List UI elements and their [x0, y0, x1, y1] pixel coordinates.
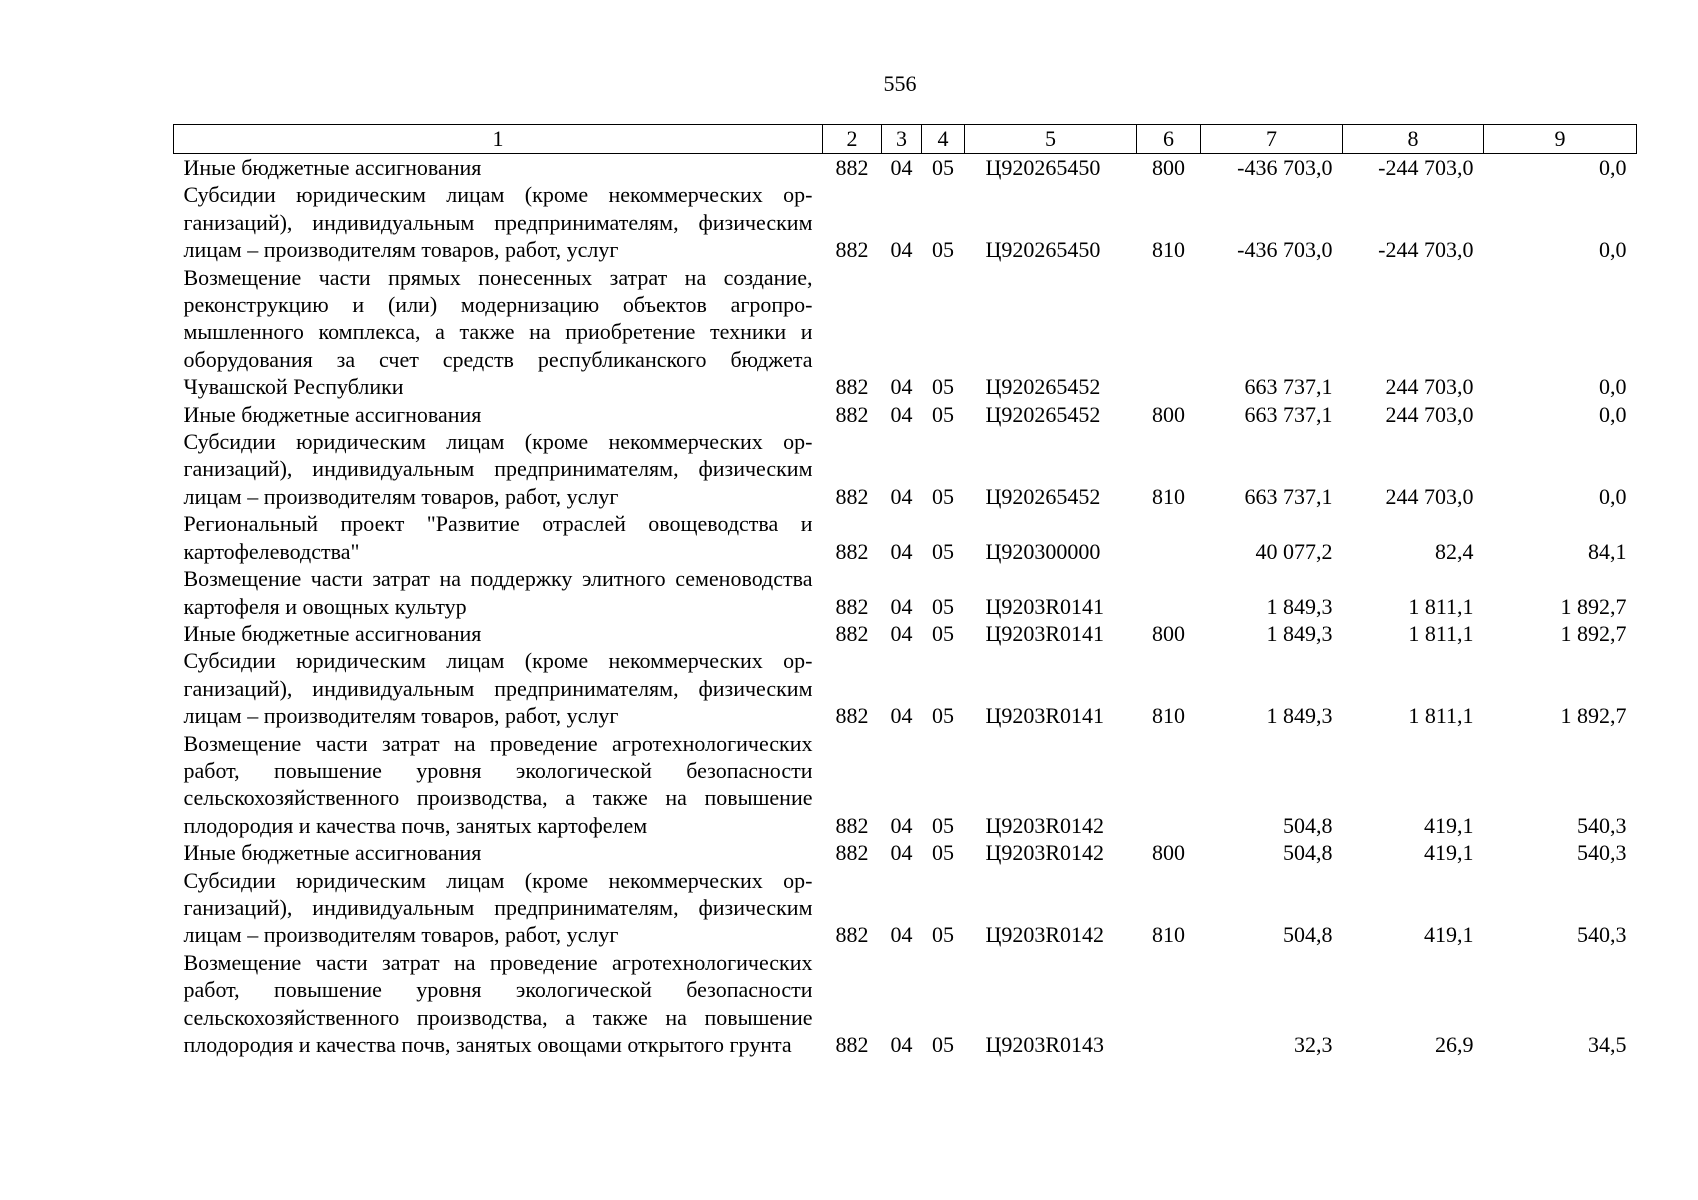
cell-col-5: Ц920265450 — [985, 155, 1101, 180]
cell-col-6: 800 — [1152, 840, 1185, 866]
cell-col-8: 419,1 — [1424, 840, 1474, 866]
cell-col-3: 04 — [890, 812, 913, 838]
header-row — [174, 125, 1637, 154]
cell-col-2: 882 — [835, 155, 869, 180]
table-row — [174, 510, 1637, 565]
table-row — [174, 730, 1637, 840]
cell-col-4: 05 — [932, 401, 954, 427]
cell-col-5: Ц920265452 — [985, 374, 1101, 400]
table-row — [174, 867, 1637, 949]
table-row — [174, 839, 1637, 866]
cell-col-2: 882 — [835, 620, 869, 646]
cell-col-3: 04 — [890, 840, 913, 866]
cell-col-8: 419,1 — [1424, 812, 1474, 838]
cell-col-2: 882 — [835, 703, 869, 729]
cell-col-5: Ц920265452 — [985, 483, 1101, 509]
cell-col-3: 04 — [890, 483, 913, 509]
page-number: 556 — [883, 71, 917, 96]
cell-col-7: 504,8 — [1283, 922, 1333, 948]
cell-col-4: 05 — [932, 922, 954, 948]
cell-col-4: 05 — [932, 812, 954, 838]
cell-col-5: Ц920265452 — [985, 401, 1101, 427]
table-row — [174, 428, 1637, 510]
cell-col-5: Ц9203R0141 — [985, 620, 1105, 646]
table-row — [174, 949, 1637, 1059]
table-row — [174, 154, 1637, 182]
cell-col-5: Ц920300000 — [985, 538, 1101, 564]
cell-col-8: 244 703,0 — [1385, 401, 1474, 427]
cell-col-6 — [1137, 730, 1201, 840]
cell-col-9: 540,3 — [1577, 812, 1627, 838]
header-col-2: 2 — [823, 125, 882, 154]
cell-col-9: 0,0 — [1599, 483, 1627, 509]
cell-col-8: 82,4 — [1435, 538, 1474, 564]
cell-col-2: 882 — [835, 593, 869, 619]
cell-col-9: 0,0 — [1599, 374, 1627, 400]
cell-col-8: 244 703,0 — [1385, 374, 1474, 400]
cell-col-9: 84,1 — [1588, 538, 1627, 564]
cell-col-9: 540,3 — [1577, 840, 1627, 866]
row-description: Субсидии юридическим лицам (кроме некоммерческих организаций), индивидуальным предпринимателям, физическим лицам – производителям товаров, работ, услуг — [183, 867, 813, 948]
cell-col-3: 04 — [890, 922, 913, 948]
cell-col-7: 1 849,3 — [1266, 620, 1333, 646]
cell-col-2: 882 — [835, 374, 869, 400]
cell-col-8: 1 811,1 — [1408, 593, 1474, 619]
cell-col-7: 40 077,2 — [1255, 538, 1333, 564]
cell-col-3: 04 — [890, 620, 913, 646]
cell-col-6 — [1137, 949, 1201, 1059]
cell-col-5: Ц9203R0141 — [985, 703, 1105, 729]
table-row — [174, 264, 1637, 401]
cell-col-5: Ц920265450 — [985, 237, 1101, 263]
row-description: Иные бюджетные ассигнования — [183, 401, 482, 427]
budget-table — [173, 124, 1637, 1058]
cell-col-6: 810 — [1152, 703, 1185, 729]
header-col-9: 9 — [1484, 125, 1637, 154]
cell-col-7: 663 737,1 — [1244, 401, 1333, 427]
header-col-4: 4 — [922, 125, 965, 154]
cell-col-3: 04 — [890, 401, 913, 427]
cell-col-7: 663 737,1 — [1244, 374, 1333, 400]
table-row — [174, 181, 1637, 263]
cell-col-9: 34,5 — [1588, 1032, 1627, 1057]
cell-col-3: 04 — [890, 237, 913, 263]
cell-col-9: 0,0 — [1599, 237, 1627, 263]
cell-col-7: -436 703,0 — [1237, 155, 1333, 180]
cell-col-7: 1 849,3 — [1266, 703, 1333, 729]
cell-col-4: 05 — [932, 374, 954, 400]
row-description: Субсидии юридическим лицам (кроме некоммерческих организаций), индивидуальным предпринимателям, физическим лицам – производителям товаров, работ, услуг — [183, 648, 813, 729]
cell-col-8: 1 811,1 — [1408, 620, 1474, 646]
row-description: Региональный проект "Развитие отраслей овощеводства и картофелеводства" — [183, 511, 813, 564]
row-description: Иные бюджетные ассигнования — [183, 620, 482, 646]
cell-col-8: 419,1 — [1424, 922, 1474, 948]
cell-col-7: 504,8 — [1283, 812, 1333, 838]
cell-col-4: 05 — [932, 703, 954, 729]
cell-col-6: 810 — [1152, 483, 1185, 509]
cell-col-9: 1 892,7 — [1560, 593, 1627, 619]
cell-col-3: 04 — [890, 593, 913, 619]
cell-col-4: 05 — [932, 483, 954, 509]
cell-col-5: Ц9203R0143 — [985, 1032, 1105, 1057]
cell-col-2: 882 — [835, 483, 869, 509]
header-col-5: 5 — [965, 125, 1137, 154]
row-description: Возмещение части затрат на поддержку элитного семеноводства картофеля и овощных культур — [183, 566, 813, 619]
cell-col-4: 05 — [932, 538, 954, 564]
cell-col-3: 04 — [890, 155, 913, 180]
cell-col-9: 540,3 — [1577, 922, 1627, 948]
cell-col-7: -436 703,0 — [1237, 237, 1333, 263]
header-col-7: 7 — [1201, 125, 1343, 154]
cell-col-8: 26,9 — [1435, 1032, 1474, 1057]
cell-col-7: 663 737,1 — [1244, 483, 1333, 509]
header-col-1: 1 — [174, 125, 823, 154]
cell-col-6: 810 — [1152, 237, 1185, 263]
cell-col-4: 05 — [932, 155, 954, 180]
cell-col-4: 05 — [932, 1032, 954, 1057]
cell-col-2: 882 — [835, 812, 869, 838]
table-row — [174, 620, 1637, 647]
row-description: Возмещение части прямых понесенных затрат на создание, реконструкцию и (или) модернизацию объектов агропромышленного комплекса, а также на приобретение техники и оборудования за счет средств республиканского бюджета Чувашской Республики — [183, 264, 813, 400]
cell-col-7: 32,3 — [1294, 1032, 1333, 1057]
table-row — [174, 565, 1637, 620]
cell-col-5: Ц9203R0141 — [985, 593, 1105, 619]
cell-col-5: Ц9203R0142 — [985, 922, 1105, 948]
table-row — [174, 647, 1637, 729]
row-description: Иные бюджетные ассигнования — [183, 155, 482, 180]
cell-col-8: -244 703,0 — [1378, 155, 1474, 180]
cell-col-3: 04 — [890, 374, 913, 400]
cell-col-2: 882 — [835, 922, 869, 948]
cell-col-3: 04 — [890, 703, 913, 729]
cell-col-7: 1 849,3 — [1266, 593, 1333, 619]
cell-col-3: 04 — [890, 538, 913, 564]
header-col-3: 3 — [882, 125, 922, 154]
row-description: Возмещение части затрат на проведение агротехнологических работ, повышение уровня экологической безопасности сельскохозяйственного производства, а также на повышение плодородия и качества почв, занятых овощами открытого грунта — [183, 949, 813, 1057]
table-row — [174, 401, 1637, 428]
row-description: Иные бюджетные ассигнования — [183, 840, 482, 866]
header-col-8: 8 — [1343, 125, 1484, 154]
cell-col-5: Ц9203R0142 — [985, 812, 1105, 838]
cell-col-5: Ц9203R0142 — [985, 840, 1105, 866]
cell-col-6 — [1137, 565, 1201, 620]
cell-col-2: 882 — [835, 840, 869, 866]
cell-col-6 — [1137, 510, 1201, 565]
row-description: Субсидии юридическим лицам (кроме некоммерческих организаций), индивидуальным предпринимателям, физическим лицам – производителям товаров, работ, услуг — [183, 182, 813, 263]
cell-col-8: 1 811,1 — [1408, 703, 1474, 729]
row-description: Субсидии юридическим лицам (кроме некоммерческих организаций), индивидуальным предпринимателям, физическим лицам – производителям товаров, работ, услуг — [183, 429, 813, 509]
row-description: Возмещение части затрат на проведение агротехнологических работ, повышение уровня экологической безопасности сельскохозяйственного производства, а также на повышение плодородия и качества почв, занятых картофелем — [183, 730, 813, 838]
cell-col-6: 810 — [1152, 922, 1185, 948]
cell-col-6 — [1137, 264, 1201, 401]
cell-col-4: 05 — [932, 840, 954, 866]
cell-col-6: 800 — [1152, 401, 1185, 427]
cell-col-6: 800 — [1152, 155, 1185, 180]
cell-col-6: 800 — [1152, 620, 1185, 646]
cell-col-4: 05 — [932, 593, 954, 619]
cell-col-2: 882 — [835, 401, 869, 427]
cell-col-4: 05 — [932, 620, 954, 646]
cell-col-2: 882 — [835, 237, 869, 263]
cell-col-4: 05 — [932, 237, 954, 263]
cell-col-9: 1 892,7 — [1560, 620, 1627, 646]
cell-col-9: 0,0 — [1599, 155, 1627, 180]
cell-col-8: 244 703,0 — [1385, 483, 1474, 509]
cell-col-7: 504,8 — [1283, 840, 1333, 866]
cell-col-8: -244 703,0 — [1378, 237, 1474, 263]
table-body — [174, 154, 1637, 1059]
cell-col-2: 882 — [835, 1032, 869, 1057]
cell-col-9: 1 892,7 — [1560, 703, 1627, 729]
cell-col-9: 0,0 — [1599, 401, 1627, 427]
header-col-6: 6 — [1137, 125, 1201, 154]
cell-col-3: 04 — [890, 1032, 913, 1057]
cell-col-2: 882 — [835, 538, 869, 564]
